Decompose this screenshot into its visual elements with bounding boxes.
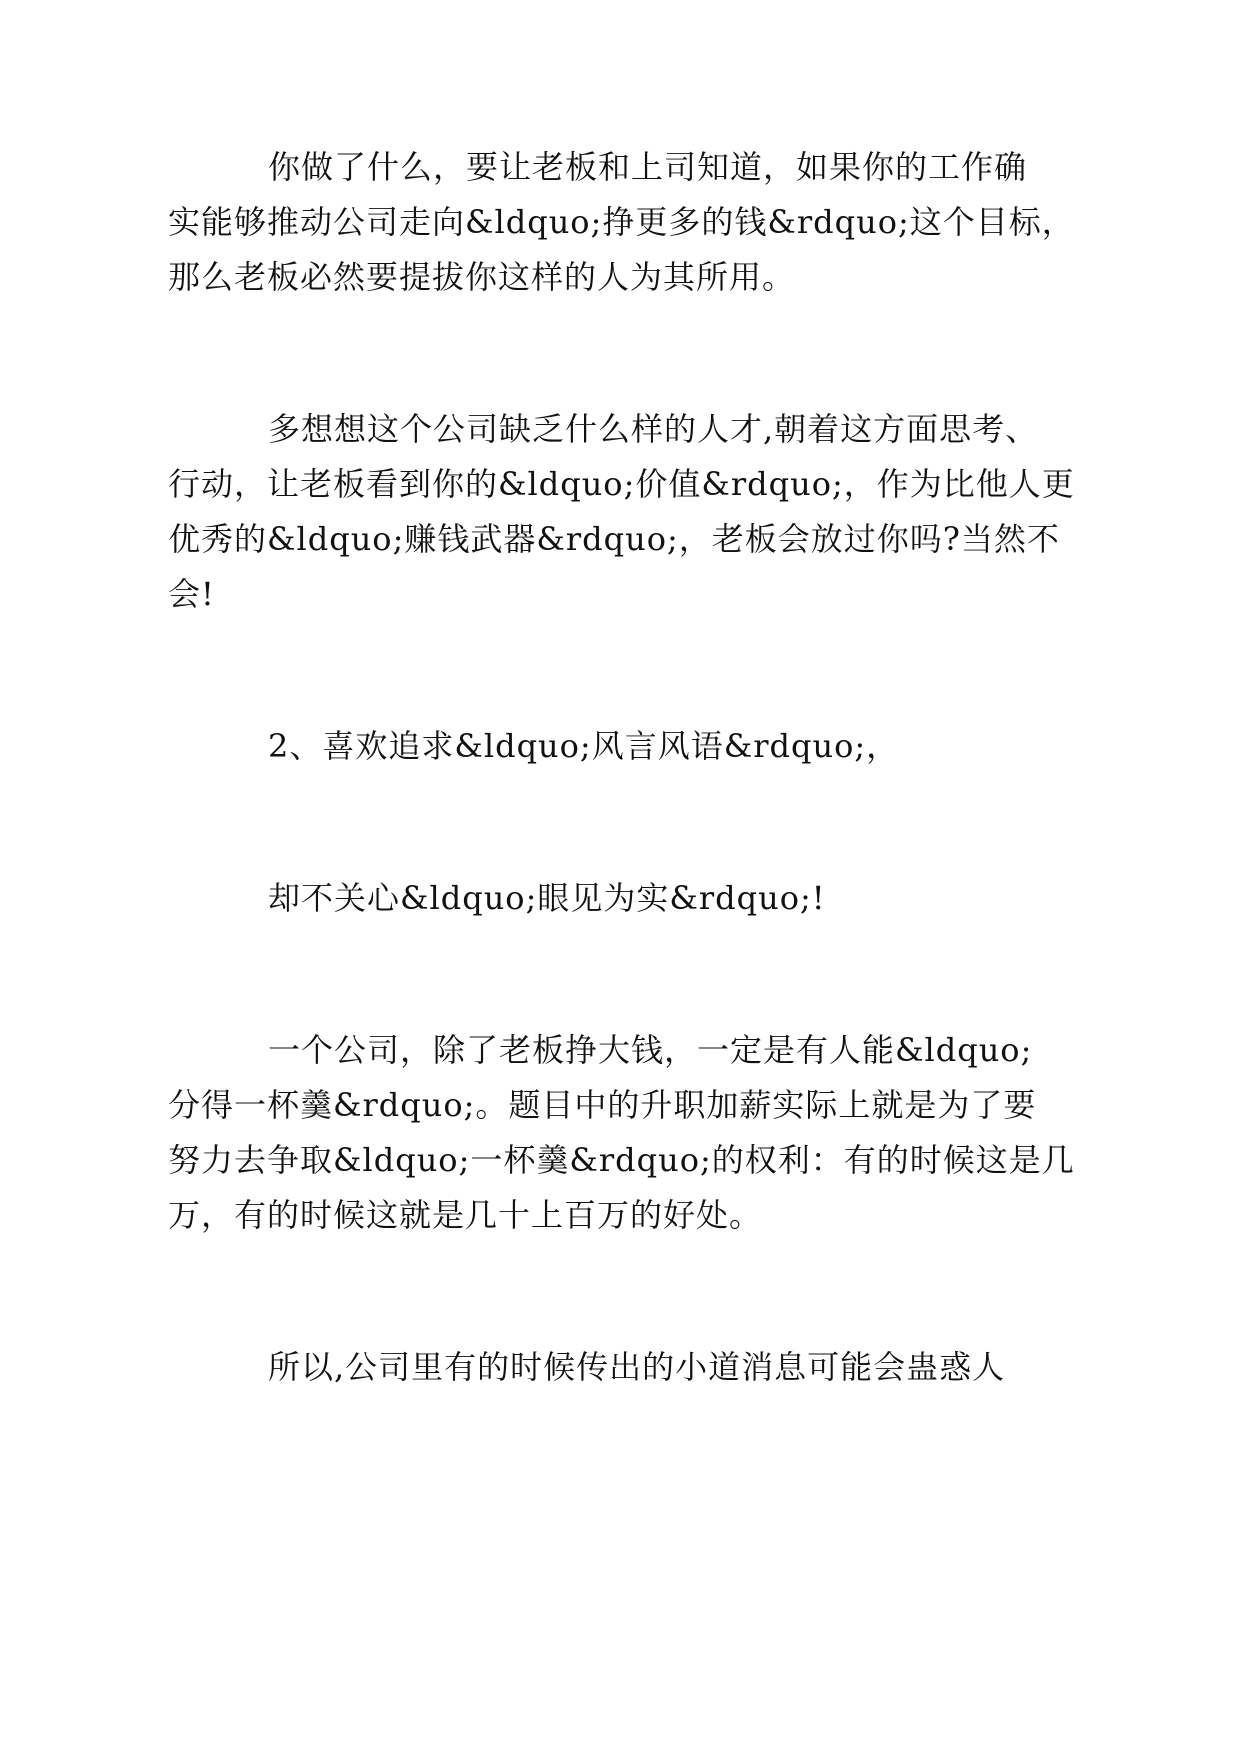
- paragraph-2-line-2: 行动，让老板看到你的&ldquo;价值&rdquo;，作为比他人更: [168, 465, 1075, 503]
- paragraph-4-line-1: 却不关心&ldquo;眼见为实&rdquo;!: [268, 879, 826, 917]
- paragraph-1-line-1: 你做了什么，要让老板和上司知道，如果你的工作确: [268, 148, 1028, 186]
- paragraph-2-line-3: 优秀的&ldquo;赚钱武器&rdquo;，老板会放过你吗?当然不: [168, 520, 1060, 558]
- paragraph-5-line-1: 一个公司，除了老板挣大钱，一定是有人能&ldquo;: [268, 1031, 1033, 1069]
- paragraph-2-line-1: 多想想这个公司缺乏什么样的人才,朝着这方面思考、: [268, 410, 1039, 448]
- paragraph-1-line-2: 实能够推动公司走向&ldquo;挣更多的钱&rdquo;这个目标，: [168, 203, 1075, 241]
- paragraph-3-line-1: 2、喜欢追求&ldquo;风言风语&rdquo;，: [268, 727, 900, 765]
- paragraph-5-line-3: 努力去争取&ldquo;一杯羹&rdquo;的权利：有的时候这是几: [168, 1141, 1075, 1179]
- paragraph-2-line-4: 会!: [168, 575, 215, 613]
- paragraph-1-line-3: 那么老板必然要提拔你这样的人为其所用。: [168, 258, 796, 296]
- paragraph-6-line-1: 所以,公司里有的时候传出的小道消息可能会蛊惑人: [268, 1348, 1006, 1386]
- paragraph-5-line-4: 万，有的时候这就是几十上百万的好处。: [168, 1196, 763, 1234]
- paragraph-5-line-2: 分得一杯羹&rdquo;。题目中的升职加薪实际上就是为了要: [168, 1086, 1037, 1124]
